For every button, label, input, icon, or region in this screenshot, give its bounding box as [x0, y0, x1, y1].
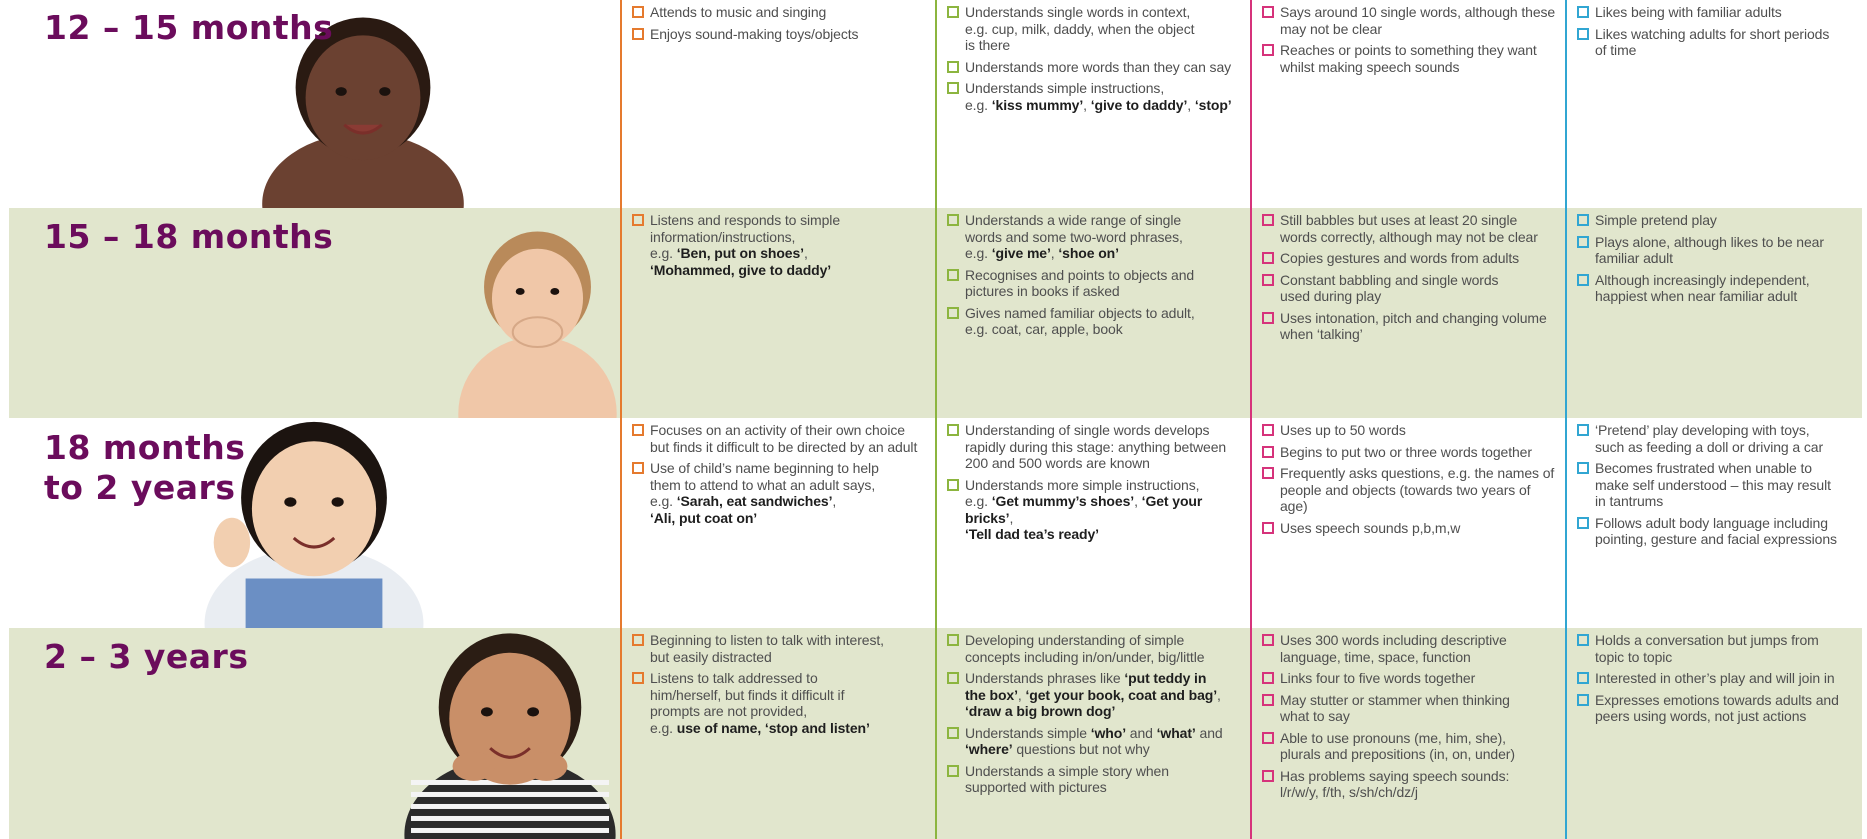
milestone-item [947, 422, 1245, 472]
checkbox-square-icon [947, 82, 959, 94]
milestone-item [947, 763, 1245, 796]
checkbox-square-icon [1577, 236, 1589, 248]
milestone-text: Understands single words in context, e.g. cup, milk, daddy, when the object is there [965, 4, 1195, 53]
milestone-text: Uses intonation, pitch and changing volume when ‘talking’ [1280, 309, 1547, 342]
milestone-text: Simple pretend play [1595, 212, 1717, 228]
checkbox-square-icon [947, 765, 959, 777]
checkbox-square-icon [1577, 517, 1589, 529]
checkbox-square-icon [1577, 424, 1589, 436]
milestone-text: Holds a conversation but jumps from topic to topic [1595, 632, 1819, 665]
example-phrase: ‘draw a big brown dog’ [965, 703, 1116, 719]
milestone-list [1577, 422, 1867, 553]
milestone-text: Frequently asks questions, e.g. the names of people and objects (towards two years of age) [1280, 465, 1555, 514]
milestone-item [1577, 515, 1867, 548]
checkbox-square-icon [1262, 312, 1274, 324]
milestone-item [947, 670, 1245, 720]
milestone-item [632, 460, 930, 526]
milestone-item [947, 59, 1245, 76]
giggling-toddler-photo [455, 192, 620, 418]
milestone-text: , [1009, 509, 1014, 526]
milestone-text: Understands more simple instructions, e.g. [965, 476, 1200, 509]
milestone-list [947, 4, 1245, 118]
milestone-item [947, 4, 1245, 54]
checkbox-square-icon [947, 269, 959, 281]
age-heading: 18 months to 2 years [44, 428, 246, 507]
checkbox-square-icon [1262, 446, 1274, 458]
milestone-item [1262, 632, 1560, 665]
checkbox-square-icon [947, 61, 959, 73]
milestone-item [1262, 212, 1560, 245]
milestone-text: , [1050, 245, 1059, 261]
example-phrase: use of name, ‘stop and listen’ [676, 719, 870, 736]
checkbox-square-icon [632, 424, 644, 436]
checkbox-square-icon [1577, 694, 1589, 706]
milestone-text: Begins to put two or three words together [1280, 443, 1532, 460]
column-divider [1250, 0, 1252, 839]
checkbox-square-icon [1262, 694, 1274, 706]
milestone-item [1262, 692, 1560, 725]
milestone-text: Understanding of single words develops rapidly during this stage: anything between 200 and 500 words are known [965, 422, 1227, 471]
milestone-text: Able to use pronouns (me, him, she), plurals and prepositions (in, on, under) [1280, 729, 1515, 762]
example-phrase: ‘put teddy in the box’ [965, 670, 1207, 703]
milestone-list [947, 212, 1245, 343]
milestone-item [1577, 632, 1867, 665]
milestone-text: Uses speech sounds p,b,m,w [1280, 519, 1461, 536]
milestone-text: Interested in other’s play and will join in [1595, 670, 1835, 686]
milestone-item [1262, 250, 1560, 267]
checkbox-square-icon [1262, 44, 1274, 56]
milestone-text: Uses 300 words including descriptive language, time, space, function [1280, 632, 1507, 665]
example-phrase: ‘Sarah, eat sandwiches’ [676, 493, 833, 509]
milestone-text: Listens to talk addressed to him/herself, but finds it difficult if prompts are not provided, e.g. [650, 670, 845, 736]
example-phrase: ‘Mohammed, give to daddy’ [650, 261, 832, 278]
milestone-item [1577, 212, 1867, 229]
milestone-text: questions but not why [1012, 741, 1150, 757]
example-phrase: ‘Ali, put coat on’ [650, 509, 758, 526]
milestone-text: , [832, 493, 837, 509]
milestone-text: Likes watching adults for short periods of time [1595, 25, 1830, 58]
milestone-item [947, 267, 1245, 300]
milestone-list [1262, 422, 1560, 541]
checkbox-square-icon [1262, 424, 1274, 436]
milestone-item [1262, 272, 1560, 305]
age-heading: 12 – 15 months [44, 8, 334, 47]
milestone-text: Links four to five words together [1280, 670, 1476, 686]
example-phrase: ‘Get your bricks’ [965, 493, 1203, 526]
checkbox-square-icon [1262, 770, 1274, 782]
milestone-item [632, 422, 930, 455]
milestone-text: Reaches or points to something they want whilst making speech sounds [1280, 42, 1537, 75]
checkbox-square-icon [632, 634, 644, 646]
milestone-text: Recognises and points to objects and pictures in books if asked [965, 266, 1195, 299]
milestone-text: , [1083, 96, 1091, 113]
milestone-list [1577, 632, 1867, 730]
milestone-text: , [803, 245, 808, 261]
milestone-text: Follows adult body language including pointing, gesture and facial expressions [1595, 514, 1837, 547]
milestone-text: Says around 10 single words, although these may not be clear [1280, 4, 1556, 37]
milestone-list [1577, 4, 1867, 64]
milestone-item [947, 632, 1245, 665]
milestone-text: Listens and responds to simple information/instructions, e.g. [650, 212, 840, 261]
milestone-item [1262, 768, 1560, 801]
checkbox-square-icon [1262, 252, 1274, 264]
milestone-text: , [1217, 686, 1221, 703]
milestone-item [632, 4, 930, 21]
example-phrase: ‘stop’ [1194, 96, 1232, 113]
checkbox-square-icon [1577, 214, 1589, 226]
checkbox-square-icon [947, 672, 959, 684]
milestone-item [632, 26, 930, 43]
checkbox-square-icon [947, 479, 959, 491]
milestone-item [1262, 422, 1560, 439]
checkbox-square-icon [632, 6, 644, 18]
age-heading: 15 – 18 months [44, 217, 334, 256]
checkbox-square-icon [1577, 6, 1589, 18]
milestone-text: Understands more words than they can say [965, 58, 1232, 75]
milestone-text: Likes being with familiar adults [1595, 4, 1782, 20]
column-divider [935, 0, 937, 839]
milestone-item [1577, 26, 1867, 59]
smiling-girl-photo [400, 612, 620, 839]
milestone-text: Still babbles but uses at least 20 single words correctly, although may not be clear [1280, 212, 1538, 245]
checkbox-square-icon [632, 462, 644, 474]
milestone-text: and [1126, 724, 1157, 741]
milestone-list [1577, 212, 1867, 310]
milestone-text: Constant babbling and single words used during play [1280, 271, 1499, 304]
milestone-list [632, 422, 930, 531]
milestone-text: Uses up to 50 words [1280, 422, 1406, 438]
milestone-text: Has problems saying speech sounds: l/r/w/y, f/th, s/sh/ch/dz/j [1280, 767, 1510, 800]
milestone-item [1262, 42, 1560, 75]
milestone-text: Developing understanding of simple concepts including in/on/under, big/little [965, 632, 1205, 665]
milestone-text: Attends to music and singing [650, 4, 827, 20]
milestone-text: Expresses emotions towards adults and peers using words, not just actions [1595, 691, 1839, 724]
checkbox-square-icon [632, 214, 644, 226]
milestone-item [1262, 310, 1560, 343]
checkbox-square-icon [1577, 672, 1589, 684]
checkbox-square-icon [947, 727, 959, 739]
checkbox-square-icon [1577, 28, 1589, 40]
example-phrase: ‘Tell dad tea’s ready’ [965, 526, 1099, 542]
milestone-text: Gives named familiar objects to adult, e.g. coat, car, apple, book [965, 304, 1195, 337]
milestone-text: Understands a simple story when supported with pictures [965, 762, 1169, 795]
milestone-text: Use of child’s name beginning to help them to attend to what an adult says, e.g. [650, 460, 879, 509]
milestone-list [632, 632, 930, 741]
milestone-text: Understands phrases like [965, 670, 1125, 686]
checkbox-square-icon [632, 28, 644, 40]
checkbox-square-icon [947, 424, 959, 436]
milestone-list [947, 422, 1245, 548]
milestone-item [1577, 460, 1867, 510]
checkbox-square-icon [947, 307, 959, 319]
example-phrase: ‘kiss mummy’ [991, 96, 1084, 113]
milestone-item [1262, 465, 1560, 515]
milestone-item [1262, 444, 1560, 461]
milestone-text: Understands simple [965, 724, 1091, 741]
milestone-text: , [1017, 686, 1026, 703]
milestone-text: and [1195, 724, 1223, 741]
checkbox-square-icon [632, 672, 644, 684]
milestone-list [1262, 632, 1560, 806]
milestone-text: Understands simple instructions, e.g. [965, 80, 1165, 113]
milestone-item [1577, 670, 1867, 687]
milestone-item [947, 212, 1245, 262]
milestone-list [632, 212, 930, 283]
milestone-text: Beginning to listen to talk with interest, but easily distracted [650, 632, 884, 665]
example-phrase: ‘Get mummy’s shoes’ [991, 493, 1135, 509]
milestone-list [1262, 212, 1560, 348]
milestone-text: Enjoys sound-making toys/objects [650, 25, 859, 42]
milestone-item [947, 725, 1245, 758]
checkbox-square-icon [947, 634, 959, 646]
milestone-text: ‘Pretend’ play developing with toys, such as feeding a doll or driving a car [1595, 422, 1824, 455]
checkbox-square-icon [1577, 462, 1589, 474]
checkbox-square-icon [947, 214, 959, 226]
example-phrase: ‘give me’ [991, 245, 1051, 261]
checkbox-square-icon [1262, 214, 1274, 226]
milestone-list [1262, 4, 1560, 80]
example-phrase: ‘get your book, coat and bag’ [1025, 686, 1218, 703]
column-divider [1565, 0, 1567, 839]
milestone-item [1262, 4, 1560, 37]
column-divider [620, 0, 622, 839]
example-phrase: ‘where’ [965, 741, 1013, 757]
milestone-text: May stutter or stammer when thinking what to say [1280, 691, 1510, 724]
example-phrase: ‘give to daddy’ [1090, 96, 1188, 113]
example-phrase: ‘what’ [1156, 724, 1196, 741]
milestone-item [1262, 520, 1560, 537]
milestone-text: Becomes frustrated when unable to make self understood – this may result in tantrums [1595, 460, 1831, 509]
milestone-item [1262, 730, 1560, 763]
milestone-text: Copies gestures and words from adults [1280, 250, 1520, 266]
checkbox-square-icon [1262, 732, 1274, 744]
milestone-item [1577, 692, 1867, 725]
example-phrase: ‘who’ [1090, 724, 1126, 741]
checkbox-square-icon [1262, 672, 1274, 684]
checkbox-square-icon [1262, 467, 1274, 479]
age-heading: 2 – 3 years [44, 637, 249, 676]
milestone-list [947, 632, 1245, 801]
milestone-text: Understands a wide range of single words and some two-word phrases, e.g. [965, 212, 1183, 261]
milestone-item [947, 305, 1245, 338]
milestone-item [1577, 4, 1867, 21]
example-phrase: ‘shoe on’ [1058, 245, 1119, 261]
milestone-item [947, 477, 1245, 543]
milestone-item [1577, 272, 1867, 305]
checkbox-square-icon [1262, 6, 1274, 18]
checkbox-square-icon [1262, 522, 1274, 534]
milestone-item [947, 80, 1245, 113]
milestone-item [632, 212, 930, 278]
milestone-text: , [1187, 96, 1195, 113]
checkbox-square-icon [1262, 274, 1274, 286]
milestone-item [1577, 234, 1867, 267]
milestone-item [1577, 422, 1867, 455]
milestone-text: Although increasingly independent, happiest when near familiar adult [1595, 271, 1810, 304]
example-phrase: ‘Ben, put on shoes’ [676, 245, 804, 261]
milestone-list [632, 4, 930, 47]
checkbox-square-icon [1262, 634, 1274, 646]
checkbox-square-icon [1577, 274, 1589, 286]
checkbox-square-icon [1577, 634, 1589, 646]
milestone-item [632, 632, 930, 665]
milestone-text: Focuses on an activity of their own choice but finds it difficult to be directed by an adult [650, 422, 918, 455]
checkbox-square-icon [947, 6, 959, 18]
milestone-item [632, 670, 930, 736]
milestone-item [1262, 670, 1560, 687]
milestone-text: Plays alone, although likes to be near familiar adult [1595, 233, 1824, 266]
milestone-text: , [1134, 493, 1142, 509]
